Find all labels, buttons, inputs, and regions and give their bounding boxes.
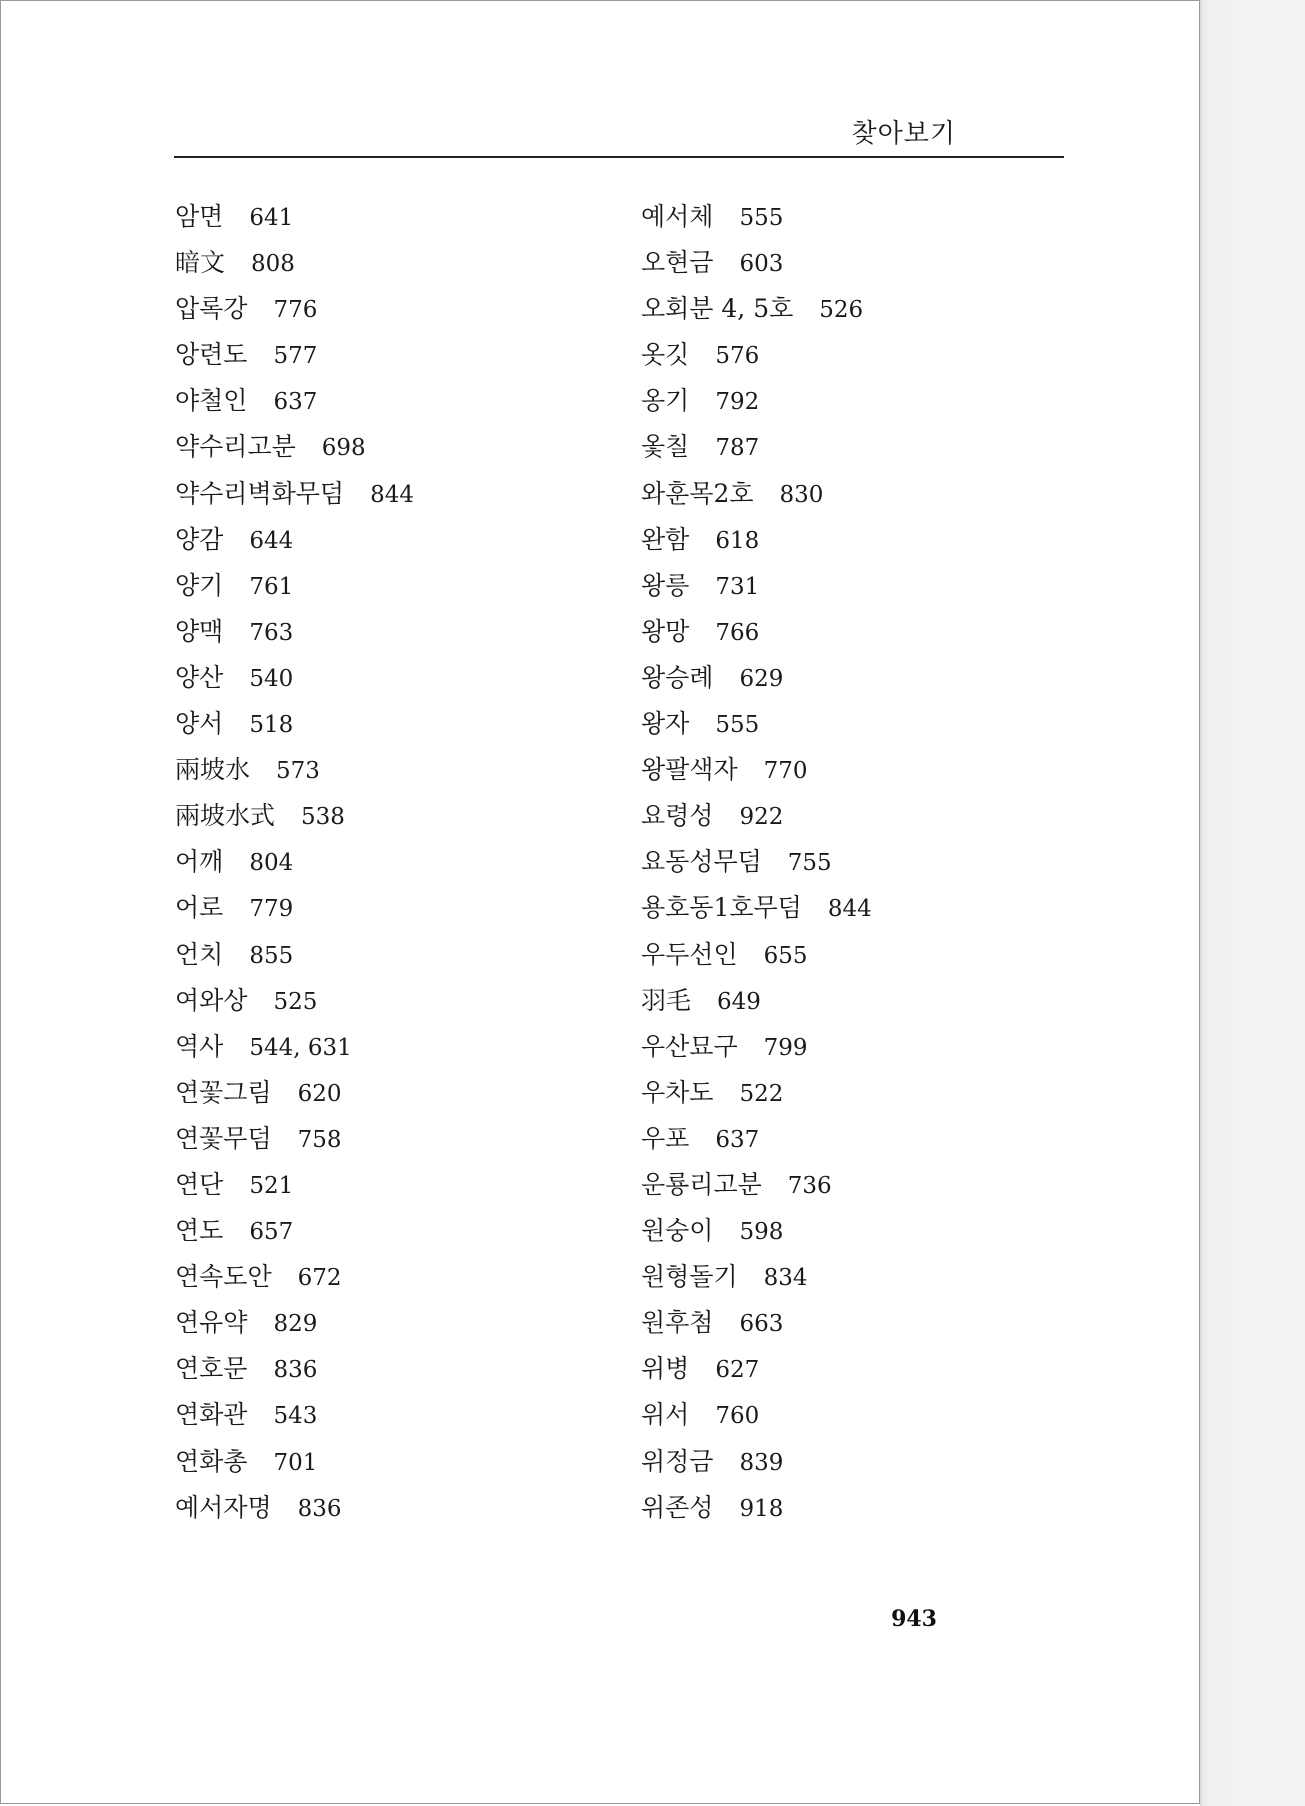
index-term: 羽毛 bbox=[641, 985, 692, 1015]
index-page-ref: 763 bbox=[249, 619, 294, 646]
index-entry bbox=[641, 240, 1071, 286]
index-entry bbox=[641, 1485, 1071, 1531]
viewer-gutter bbox=[1200, 0, 1305, 1806]
index-term: 역사 bbox=[175, 1031, 224, 1061]
index-entry bbox=[175, 1024, 605, 1070]
index-page-ref: 839 bbox=[739, 1449, 784, 1476]
index-page-ref: 657 bbox=[249, 1219, 294, 1246]
index-page-ref: 663 bbox=[739, 1311, 784, 1338]
index-term: 양감 bbox=[175, 524, 224, 554]
index-page-ref: 836 bbox=[273, 1357, 318, 1384]
index-term: 연화총 bbox=[175, 1446, 248, 1476]
index-entry bbox=[641, 1254, 1071, 1300]
index-term: 양서 bbox=[175, 709, 224, 739]
index-entry bbox=[175, 286, 605, 332]
index-entry bbox=[175, 1208, 605, 1254]
index-entry bbox=[175, 1439, 605, 1485]
index-term: 어깨 bbox=[175, 847, 224, 877]
index-term: 왕릉 bbox=[641, 570, 690, 600]
index-term: 연도 bbox=[175, 1216, 224, 1246]
index-entry bbox=[641, 793, 1071, 839]
index-entry bbox=[175, 747, 605, 793]
index-page-ref: 834 bbox=[763, 1265, 808, 1292]
index-page-ref: 844 bbox=[827, 896, 872, 923]
index-term: 兩坡水式 bbox=[175, 801, 276, 831]
index-term: 연속도안 bbox=[175, 1262, 272, 1292]
index-term: 요령성 bbox=[641, 801, 714, 831]
index-term: 연화관 bbox=[175, 1400, 248, 1430]
index-entry bbox=[175, 978, 605, 1024]
index-entry bbox=[641, 563, 1071, 609]
index-page-ref: 766 bbox=[715, 619, 760, 646]
index-term: 연호문 bbox=[175, 1354, 248, 1384]
index-entry bbox=[641, 471, 1071, 517]
index-term: 위병 bbox=[641, 1354, 690, 1384]
index-entry bbox=[175, 701, 605, 747]
index-page-ref: 701 bbox=[273, 1449, 318, 1476]
index-entry bbox=[175, 1070, 605, 1116]
index-term: 와훈목2호 bbox=[641, 478, 754, 508]
index-page-ref: 598 bbox=[739, 1219, 784, 1246]
index-page-ref: 830 bbox=[779, 481, 824, 508]
index-term: 위존성 bbox=[641, 1492, 714, 1522]
index-page-ref: 844 bbox=[370, 481, 414, 508]
index-page-ref: 544, 631 bbox=[249, 1034, 352, 1061]
index-term: 왕망 bbox=[641, 616, 690, 646]
index-page-ref: 573 bbox=[276, 758, 320, 785]
index-entry bbox=[641, 701, 1071, 747]
index-term: 양기 bbox=[175, 570, 224, 600]
index-term: 연꽃무덤 bbox=[175, 1123, 272, 1153]
index-page-ref: 829 bbox=[273, 1311, 318, 1338]
index-page-ref: 618 bbox=[715, 527, 760, 554]
index-entry bbox=[175, 378, 605, 424]
index-entry bbox=[641, 194, 1071, 240]
index-page-ref: 603 bbox=[739, 251, 784, 278]
index-entry bbox=[641, 1392, 1071, 1438]
index-term: 원후첨 bbox=[641, 1308, 714, 1338]
index-page-ref: 855 bbox=[249, 942, 294, 969]
index-term: 예서체 bbox=[641, 202, 714, 231]
index-page-ref: 836 bbox=[297, 1495, 342, 1522]
index-page-ref: 655 bbox=[763, 942, 808, 969]
index-term: 용호동1호무덤 bbox=[641, 893, 802, 923]
index-page-ref: 543 bbox=[273, 1403, 318, 1430]
index-term: 어로 bbox=[175, 893, 224, 923]
index-entry bbox=[641, 1070, 1071, 1116]
index-term: 양맥 bbox=[175, 616, 224, 646]
index-term: 우산묘구 bbox=[641, 1031, 738, 1061]
index-page-ref: 698 bbox=[321, 435, 366, 462]
index-entry bbox=[641, 1439, 1071, 1485]
index-page-ref: 522 bbox=[739, 1080, 784, 1107]
index-term: 兩坡水 bbox=[175, 755, 251, 785]
index-entry bbox=[641, 839, 1071, 885]
index-page-ref: 758 bbox=[297, 1126, 342, 1153]
index-page-ref: 555 bbox=[715, 712, 760, 739]
index-entry bbox=[175, 1254, 605, 1300]
index-entry bbox=[641, 978, 1071, 1024]
index-page-ref: 637 bbox=[273, 389, 318, 416]
index-entry bbox=[641, 332, 1071, 378]
header-rule bbox=[174, 156, 1064, 158]
index-page-ref: 540 bbox=[249, 665, 294, 692]
index-page-ref: 776 bbox=[273, 297, 318, 324]
index-entry bbox=[641, 1346, 1071, 1392]
page-number: 943 bbox=[891, 1606, 937, 1632]
index-term: 우포 bbox=[641, 1123, 690, 1153]
index-entry bbox=[175, 332, 605, 378]
index-page-ref: 736 bbox=[787, 1172, 832, 1199]
index-term: 앙련도 bbox=[175, 340, 248, 370]
index-page-ref: 787 bbox=[715, 435, 760, 462]
index-term: 우두선인 bbox=[641, 939, 738, 969]
index-column-left bbox=[175, 194, 605, 1531]
index-entry bbox=[641, 885, 1071, 931]
index-entry bbox=[641, 1208, 1071, 1254]
index-page-ref: 770 bbox=[763, 758, 808, 785]
index-term: 운룡리고분 bbox=[641, 1169, 762, 1199]
index-page-ref: 637 bbox=[715, 1126, 760, 1153]
index-term: 오현금 bbox=[641, 248, 714, 278]
index-term: 암면 bbox=[175, 202, 224, 231]
index-term: 연단 bbox=[175, 1169, 224, 1199]
index-term: 원형돌기 bbox=[641, 1262, 738, 1292]
index-term: 연유약 bbox=[175, 1308, 248, 1338]
index-page-ref: 518 bbox=[249, 712, 294, 739]
index-term: 옷깃 bbox=[641, 340, 690, 370]
index-page-ref: 555 bbox=[739, 205, 784, 231]
index-term: 압록강 bbox=[175, 294, 248, 324]
index-entry bbox=[175, 517, 605, 563]
index-page-ref: 644 bbox=[249, 527, 294, 554]
index-page-ref: 526 bbox=[819, 297, 864, 324]
index-entry bbox=[175, 1392, 605, 1438]
index-page-ref: 761 bbox=[249, 573, 294, 600]
index-entry bbox=[641, 609, 1071, 655]
index-term: 왕승례 bbox=[641, 662, 714, 692]
index-term: 양산 bbox=[175, 662, 224, 692]
index-page-ref: 792 bbox=[715, 389, 760, 416]
index-entry bbox=[175, 839, 605, 885]
index-entry bbox=[641, 747, 1071, 793]
index-page-ref: 779 bbox=[249, 896, 294, 923]
index-term: 위정금 bbox=[641, 1446, 714, 1476]
index-entry bbox=[175, 1346, 605, 1392]
index-entry bbox=[175, 563, 605, 609]
index-page-ref: 576 bbox=[715, 343, 760, 370]
index-page-ref: 731 bbox=[715, 573, 760, 600]
index-page-ref: 918 bbox=[739, 1495, 784, 1522]
index-page-ref: 804 bbox=[249, 850, 294, 877]
index-term: 요동성무덤 bbox=[641, 847, 762, 877]
index-entry bbox=[175, 609, 605, 655]
index-term: 왕팔색자 bbox=[641, 755, 738, 785]
index-term: 연꽃그림 bbox=[175, 1077, 272, 1107]
index-term: 위서 bbox=[641, 1400, 690, 1430]
index-page-ref: 760 bbox=[715, 1403, 760, 1430]
index-term: 예서자명 bbox=[175, 1492, 272, 1522]
index-entry bbox=[641, 424, 1071, 470]
index-entry bbox=[175, 424, 605, 470]
index-entry bbox=[641, 1300, 1071, 1346]
index-page-ref: 577 bbox=[273, 343, 318, 370]
index-term: 옹기 bbox=[641, 386, 690, 416]
index-entry bbox=[175, 194, 605, 240]
index-entry bbox=[641, 286, 1071, 332]
index-entry bbox=[175, 1116, 605, 1162]
index-term: 우차도 bbox=[641, 1077, 714, 1107]
index-entry bbox=[641, 932, 1071, 978]
index-page-ref: 521 bbox=[249, 1172, 294, 1199]
index-term: 왕자 bbox=[641, 709, 690, 739]
index-page-ref: 649 bbox=[717, 988, 761, 1015]
index-entry bbox=[175, 1162, 605, 1208]
index-term: 야철인 bbox=[175, 386, 248, 416]
index-entry bbox=[641, 655, 1071, 701]
index-entry bbox=[641, 1024, 1071, 1070]
index-entry bbox=[641, 1162, 1071, 1208]
index-page-ref: 629 bbox=[739, 665, 784, 692]
index-term: 옻칠 bbox=[641, 432, 690, 462]
index-term: 여와상 bbox=[175, 985, 248, 1015]
index-entry bbox=[175, 471, 605, 517]
index-term: 원숭이 bbox=[641, 1216, 714, 1246]
index-term: 약수리고분 bbox=[175, 432, 296, 462]
index-page-ref: 538 bbox=[301, 804, 345, 831]
index-page-ref: 641 bbox=[249, 205, 294, 231]
index-page-ref: 525 bbox=[273, 988, 318, 1015]
index-entry bbox=[175, 1300, 605, 1346]
index-term: 완함 bbox=[641, 524, 690, 554]
index-page-ref: 922 bbox=[739, 804, 784, 831]
index-entry bbox=[175, 932, 605, 978]
index-term: 暗文 bbox=[175, 248, 226, 278]
index-entry bbox=[175, 885, 605, 931]
index-page-ref: 799 bbox=[763, 1034, 808, 1061]
index-entry bbox=[175, 240, 605, 286]
index-entry bbox=[175, 655, 605, 701]
index-page-ref: 620 bbox=[297, 1080, 342, 1107]
index-page-ref: 808 bbox=[251, 251, 295, 278]
index-term: 오회분 4, 5호 bbox=[641, 294, 794, 324]
index-column-right bbox=[641, 194, 1071, 1531]
index-page-ref: 672 bbox=[297, 1265, 342, 1292]
index-entry bbox=[641, 378, 1071, 424]
index-entry bbox=[641, 517, 1071, 563]
index-page-ref: 755 bbox=[787, 850, 832, 877]
index-entry bbox=[175, 793, 605, 839]
index-term: 언치 bbox=[175, 939, 224, 969]
index-entry bbox=[641, 1116, 1071, 1162]
running-head: 찾아보기 bbox=[851, 119, 956, 149]
index-term: 약수리벽화무덤 bbox=[175, 478, 345, 508]
index-page-ref: 627 bbox=[715, 1357, 760, 1384]
index-entry bbox=[175, 1485, 605, 1531]
